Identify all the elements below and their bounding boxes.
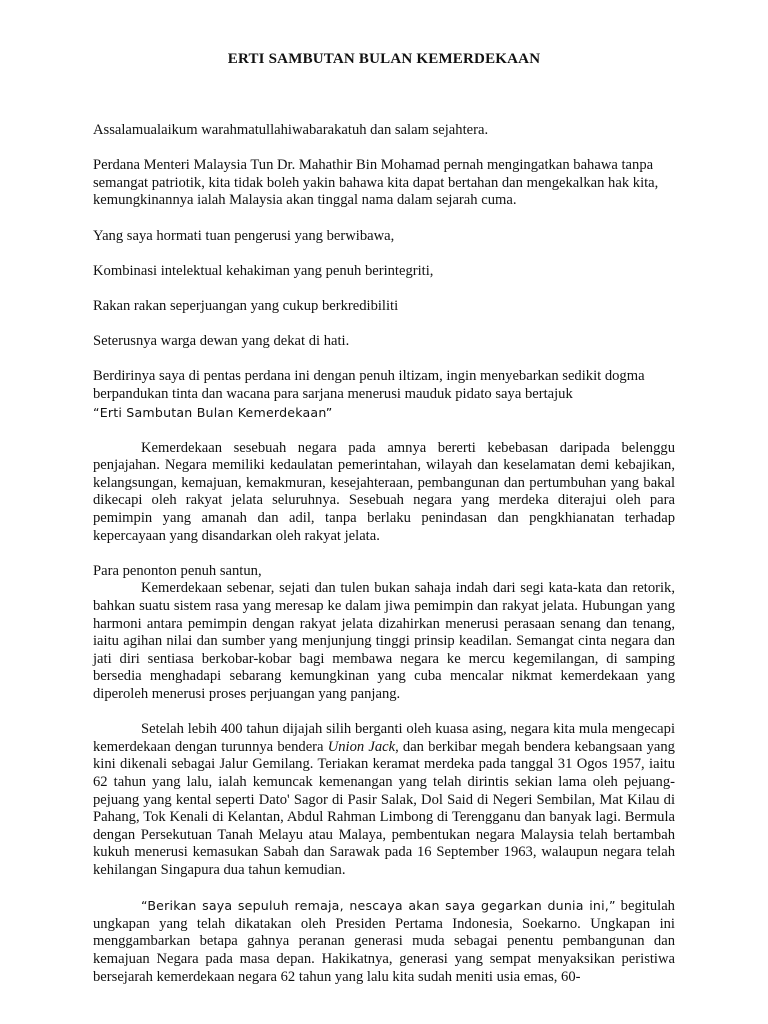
document-body bbox=[93, 122, 675, 986]
history-text-2: , dan berkibar megah bendera kebangsaan yang kini dikenali sebagai Jalur Gemilang. Teriakan keramat merdeka pada tanggal 31 Ogos 1957, iaitu 62 tahun yang lalu, ialah kemuncak kemenangan yang telah dirintis sekian lama oleh pejuang-pejuang yang kental seperti Dato' Sagor di Pasir Salak, Dol Said di Negeri Sembilan, Mat Kilau di Pahang, Tok Kenali di Kelantan, Abdul Rahman Limbong di Terengganu dan banyak lagi. Bermula dengan Persekutuan Tanah Melayu atau Malaya, pembentukan negara Malaysia telah bertambah kukuh menerusi kemasukan Sabah dan Sarawak pada 16 September 1963, walaupun negara telah kehilangan Singapura dua tahun kemudian. bbox=[93, 738, 675, 878]
independence-meaning-paragraph: Kemerdekaan sesebuah negara pada amnya bererti kebebasan daripada belenggu penjajahan. Negara memiliki kedaulatan pemerintahan, wilayah dan keselamatan demi kebajikan, kelangsungan, kemajuan, kemakmuran, kesejahteraan, pembangunan dan pertumbuhan yang bakal dikecapi oleh rakyat jelata seluruhnya. Sesebuah negara yang merdeka diterajui oleh para pemimpin yang amanah dan adil, tanpa berlaku penindasan dan pengkhianatan terhadap kepercayaan yang disandarkan oleh rakyat jelata. bbox=[93, 439, 675, 544]
salutation-spectators: Para penonton penuh santun, bbox=[93, 562, 262, 579]
soekarno-text: begitulah ungkapan yang telah dikatakan oleh Presiden Pertama Indonesia, Soekarno. Ungkapan ini menggambarkan betapa gahnya peranan generasi muda sebagai penentu pembangunan dan kemajuan Negara pada masa depan. Hakikatnya, generasi yang sempat menyaksikan peristiwa bersejarah kemerdekaan negara 62 tahun yang lalu kita sudah meniti usia emas, 60- bbox=[93, 898, 675, 985]
soekarno-paragraph bbox=[93, 897, 675, 986]
document-title: ERTI SAMBUTAN BULAN KEMERDEKAAN bbox=[227, 51, 541, 67]
quote-mahathir-paragraph: Perdana Menteri Malaysia Tun Dr. Mahathir Bin Mohamad pernah mengingatkan bahawa tanpa semangat patriotik, kita tidak boleh yakin bahawa kita dapat bertahan dan mengekalkan hak kita, kemungkinannya ialah Malaysia akan tinggal nama dalam sejarah cuma. bbox=[93, 157, 659, 209]
salutation-audience: Seterusnya warga dewan yang dekat di hati. bbox=[93, 333, 350, 350]
speech-title-quote: “Erti Sambutan Bulan Kemerdekaan” bbox=[93, 404, 333, 420]
salutation-judges: Kombinasi intelektual kehakiman yang penuh berintegriti, bbox=[93, 262, 434, 279]
greeting-paragraph: Assalamualaikum warahmatullahiwabarakatuh dan salam sejahtera. bbox=[93, 122, 489, 138]
salutation-comrades: Rakan rakan seperjuangan yang cukup berkredibiliti bbox=[93, 297, 399, 314]
soekarno-quote: “Berikan saya sepuluh remaja, nescaya akan saya gegarkan dunia ini,” bbox=[141, 898, 616, 914]
salutation-chairman: Yang saya hormati tuan pengerusi yang berwibawa, bbox=[93, 227, 395, 244]
history-text-1: Setelah lebih 400 tahun dijajah silih berganti oleh kuasa asing, negara kita mula mengecapi kemerdekaan dengan turunnya bendera bbox=[93, 721, 675, 755]
union-jack-text: Union Jack bbox=[327, 738, 396, 755]
history-paragraph bbox=[93, 721, 675, 879]
introduction-text: Berdirinya saya di pentas perdana ini dengan penuh iltizam, ingin menyebarkan sedikit dogma berpandukan tinta dan wacana para sarjana menerusi mauduk pidato saya bertajuk bbox=[93, 368, 645, 402]
true-independence-paragraph: Kemerdekaan sebenar, sejati dan tulen bukan sahaja indah dari segi kata-kata dan retorik, bahkan suatu sistem rasa yang meresap ke dalam jiwa pemimpin dan rakyat jelata. Hubungan yang harmoni antara pemimpin dengan rakyat jelata dizahirkan menerusi perasaan senang dan tenang, iaitu agihan nilai dan sumber yang menjunjung tinggi prinsip keadilan. Semangat cinta negara dan jati diri sentiasa berkobar-kobar bagi membawa negara ke mercu kegemilangan, di samping bersedia menghadapi sebarang kemungkinan yang cuba mencalar nikmat kemerdekaan yang diperoleh menerusi proses perjuangan yang panjang. bbox=[93, 580, 675, 702]
introduction-paragraph bbox=[93, 368, 675, 422]
